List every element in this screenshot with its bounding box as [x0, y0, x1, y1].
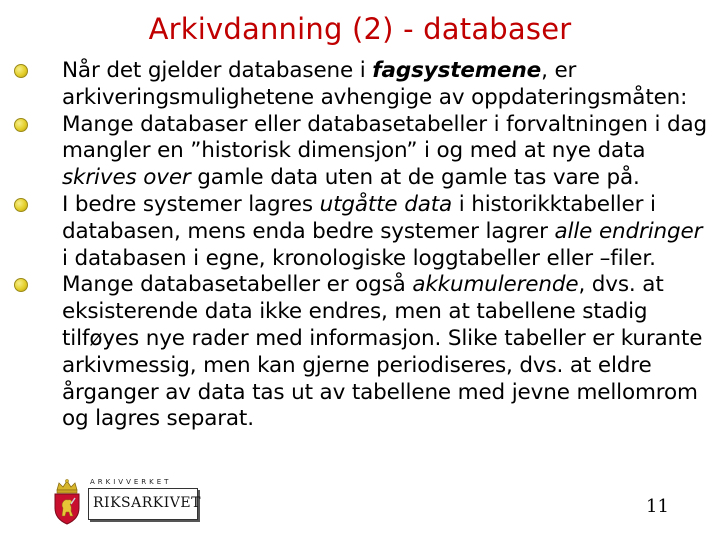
- text-run: Når det gjelder databasene i: [62, 58, 373, 83]
- bullet-list: [14, 58, 714, 433]
- bullet-text: [62, 272, 702, 431]
- bullet-text: [62, 112, 707, 191]
- riksarkivet-logo: [40, 474, 204, 530]
- text-run: i historikktabeller i databasen, mens enda bedre systemer lagrer: [62, 191, 656, 244]
- bullet-text: [62, 58, 687, 110]
- bullet-dot-icon: [14, 198, 28, 212]
- text-run: , dvs. at eksisterende data ikke endres, men at tabellene stadig tilføyes nye rader med informasjon. Slike tabeller er kurante arkivmessig, men kan gjerne periodiseres, dvs. at eldre årganger av data tas ut av tabellene med jevne mellomrom og lagres separat.: [62, 272, 703, 432]
- text-run: i databasen i egne, kronologiske loggtabeller eller –filer.: [62, 245, 656, 271]
- bullet-dot-icon: [14, 64, 28, 78]
- text-run: Mange databaser eller databasetabeller i forvaltningen i dag mangler en ”historisk dimensjon” i og med at nye data: [62, 111, 708, 164]
- page-number: 11: [646, 496, 669, 517]
- bullet-text: [62, 192, 702, 271]
- emphasis-run: fagsystemene: [372, 58, 542, 83]
- logo-wordmark-box: [88, 488, 201, 520]
- bullet-dot-icon: [14, 118, 28, 132]
- bullet-item: [14, 192, 714, 272]
- text-run: , er arkiveringsmulighetene avhengige av oppdateringsmåten:: [62, 58, 688, 110]
- text-run: I bedre systemer lagres: [62, 191, 320, 217]
- slide-title: Arkivdanning (2) - databaser: [148, 12, 572, 46]
- emphasis-run: skrives over: [62, 165, 191, 191]
- bullet-item: [14, 112, 714, 192]
- emphasis-run: utgåtte data: [319, 191, 453, 217]
- bullet-item: [14, 272, 714, 433]
- emphasis-run: alle endringer: [554, 218, 703, 244]
- bullet-item: [14, 58, 714, 112]
- text-run: Mange databasetabeller er også: [62, 272, 413, 298]
- bullet-dot-icon: [14, 278, 28, 292]
- logo-top-text: ARKIVVERKET: [90, 478, 172, 486]
- logo-wordmark: RIKSARKIVET: [93, 495, 201, 511]
- emphasis-run: akkumulerende: [412, 272, 579, 298]
- text-run: gamle data uten at de gamle tas vare på.: [190, 165, 640, 191]
- norwegian-coat-of-arms-icon: [50, 478, 84, 526]
